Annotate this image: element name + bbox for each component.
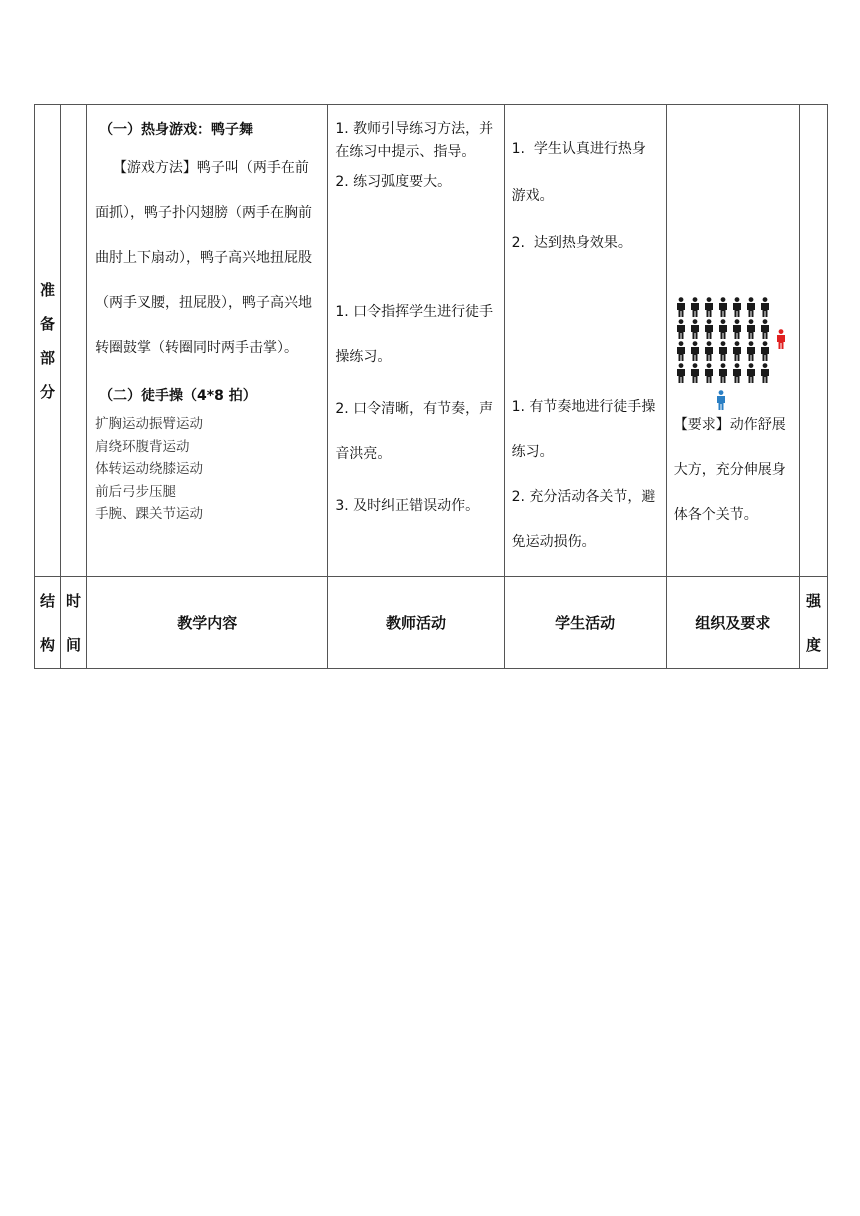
header-structure: 结 构	[35, 577, 61, 669]
student-figure-icon	[675, 341, 687, 361]
structure-label: 准 备 部 分	[40, 280, 56, 401]
student-figure-icon	[703, 319, 715, 339]
requirement-text: 【要求】动作舒展大方，充分伸展身体各个关节。	[673, 417, 786, 523]
exercise-list	[95, 413, 319, 526]
time-cell	[61, 105, 87, 577]
header-organization: 组织及要求	[666, 577, 799, 669]
student-figure-icon	[759, 363, 771, 383]
student-figure-icon	[703, 341, 715, 361]
teacher-item: 2. 口令清晰，有节奏，声音洪亮。	[335, 401, 494, 462]
list-item: 前后弓步压腿	[95, 483, 177, 500]
student-figure-icon	[717, 297, 729, 317]
list-item: 扩胸运动振臂运动	[95, 416, 204, 432]
teacher-activity-cell	[328, 105, 504, 577]
student-figure-icon	[675, 297, 687, 317]
section1-title: （一）热身游戏：鸭子舞	[99, 122, 254, 138]
student-item: 1. 学生认真进行热身游戏。	[511, 141, 646, 204]
student-figure-icon	[689, 341, 701, 361]
student-activity-cell	[504, 105, 666, 577]
teacher-item: 1. 教师引导练习方法，并在练习中提示、指导。	[335, 121, 494, 160]
student-figure-icon	[759, 341, 771, 361]
header-teacher: 教师活动	[328, 577, 504, 669]
header-content: 教学内容	[87, 577, 328, 669]
student-figure-icon	[759, 297, 771, 317]
student-item: 1. 有节奏地进行徒手操练习。	[511, 399, 656, 460]
student-figure-icon	[703, 363, 715, 383]
teacher-item: 3. 及时纠正错误动作。	[335, 498, 480, 514]
student-figure-icon	[689, 319, 701, 339]
header-row	[35, 577, 828, 669]
student-figure-icon	[675, 363, 687, 383]
section1-body: 【游戏方法】鸭子叫（两手在前面抓），鸭子扑闪翅膀（两手在胸前曲肘上下扇动），鸭子高兴地扭屁股（两手叉腰，扭屁股），鸭子高兴地转圈鼓掌（转圈同时两手击掌）。	[95, 160, 313, 356]
section2-title: （二）徒手操（4*8 拍）	[99, 388, 257, 404]
student-figure-icon	[731, 341, 743, 361]
student-figure-icon	[689, 297, 701, 317]
lesson-plan-table	[34, 104, 828, 669]
preparation-row	[35, 105, 828, 577]
student-block2	[512, 385, 660, 565]
teacher-item: 1. 口令指挥学生进行徒手操练习。	[335, 304, 494, 365]
student-figure-icon	[745, 341, 757, 361]
student-figure-icon	[703, 297, 715, 317]
student-figure-icon	[759, 319, 771, 339]
content-cell	[87, 105, 328, 577]
header-student: 学生活动	[504, 577, 666, 669]
list-item: 肩绕环腹背运动	[95, 438, 190, 455]
student-figure-icon	[731, 319, 743, 339]
teacher-figure-icon	[715, 390, 727, 410]
student-figure-icon	[745, 297, 757, 317]
formation-diagram	[671, 297, 795, 405]
structure-cell	[35, 105, 61, 577]
student-figure-icon	[745, 363, 757, 383]
list-item: 手腕、踝关节运动	[95, 506, 204, 522]
student-item: 2. 充分活动各关节，避免运动损伤。	[511, 489, 656, 550]
teacher-item: 2. 练习弧度要大。	[335, 174, 452, 190]
header-time: 时 间	[61, 577, 87, 669]
student-figure-icon	[717, 363, 729, 383]
student-figure-icon	[731, 297, 743, 317]
header-intensity: 强 度	[799, 577, 827, 669]
intensity-cell	[799, 105, 827, 577]
list-item: 体转运动绕膝运动	[95, 461, 204, 477]
leader-figure-icon	[775, 329, 787, 349]
student-figure-icon	[675, 319, 687, 339]
student-figure-icon	[745, 319, 757, 339]
teacher-block2	[335, 290, 497, 529]
organization-cell	[666, 105, 799, 577]
student-figure-icon	[689, 363, 701, 383]
student-figure-icon	[717, 319, 729, 339]
student-item: 2. 达到热身效果。	[511, 235, 632, 251]
student-figure-icon	[731, 363, 743, 383]
student-figure-icon	[717, 341, 729, 361]
